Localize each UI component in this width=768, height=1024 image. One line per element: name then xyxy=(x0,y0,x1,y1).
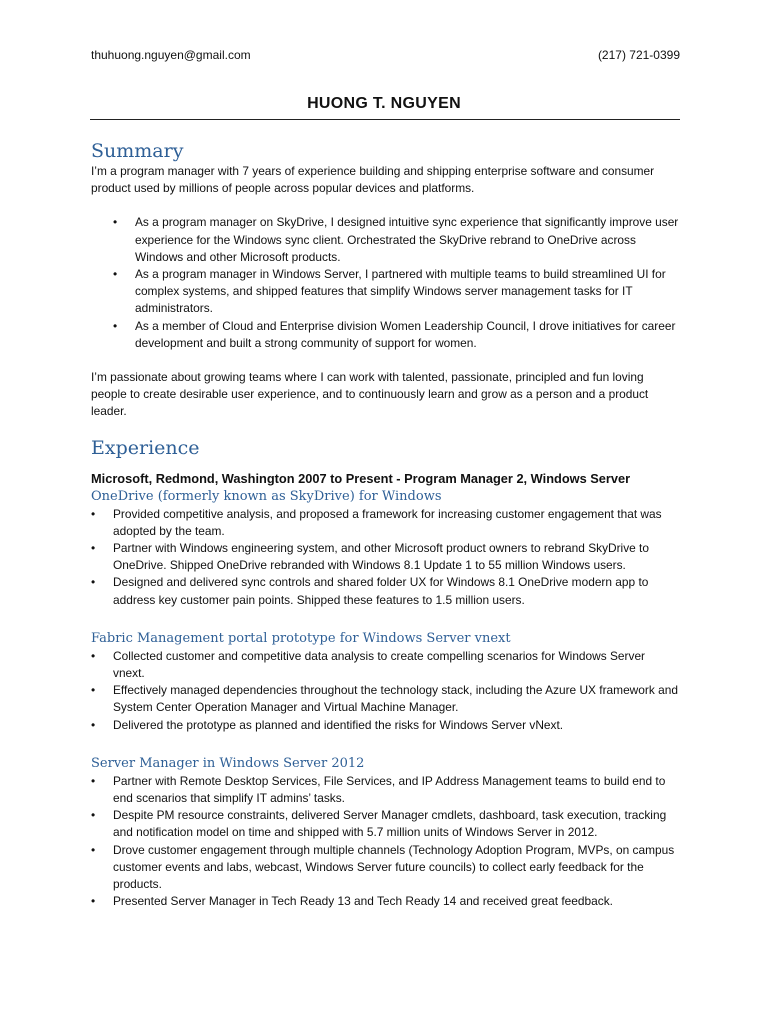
experience-heading: Experience xyxy=(91,436,200,459)
summary-intro: I’m a program manager with 7 years of experience building and shipping enterprise software and consumer product used by millions of people across popular devices and platforms. xyxy=(91,164,655,196)
project-title-server-manager: Server Manager in Windows Server 2012 xyxy=(91,755,365,771)
summary-closing: I’m passionate about growing teams where I can work with talented, passionate, principled and fun loving people to create desirable user experience, and to continuously learn and grow as a person and a product leader. xyxy=(91,370,649,419)
candidate-name: HUONG T. NGUYEN xyxy=(307,95,461,112)
project-bullet: • Provided competitive analysis, and proposed a framework for increasing customer engagement that was adopted by the team. xyxy=(113,506,680,540)
summary-bullet: • As a program manager in Windows Server, I partnered with multiple teams to build streamlined UI for complex systems, and shipped features that simplify Windows server management tasks for IT administrators. xyxy=(135,266,680,318)
resume-body xyxy=(91,139,680,911)
project-bullet: • Designed and delivered sync controls and shared folder UX for Windows 8.1 OneDrive modern app to address key customer pain points. Shipped these features to 1.5 million users. xyxy=(113,574,680,608)
employer-line: Microsoft, Redmond, Washington 2007 to Present - Program Manager 2, Windows Server xyxy=(91,470,631,486)
summary-bullet: • As a member of Cloud and Enterprise division Women Leadership Council, I drove initiatives for career development and built a strong community of support for women. xyxy=(135,318,680,352)
summary-bullet-list xyxy=(91,214,680,352)
project-bullet-list xyxy=(91,773,680,911)
project-bullet-list xyxy=(91,506,680,609)
phone-text: (217) 721-0399 xyxy=(597,48,680,62)
project-bullet: • Collected customer and competitive data analysis to create compelling scenarios for Windows Server vnext. xyxy=(113,648,680,682)
project-title-fabric-management: Fabric Management portal prototype for Windows Server vnext xyxy=(91,630,511,646)
project-bullet: • Despite PM resource constraints, delivered Server Manager cmdlets, dashboard, task execution, tracking and notification model on time and shipped with 5.7 million units of Windows Server in 2012. xyxy=(113,807,680,841)
project-title-onedrive: OneDrive (formerly known as SkyDrive) for Windows xyxy=(91,488,442,504)
project-bullet: • Effectively managed dependencies throughout the technology stack, including the Azure UX framework and System Center Operation Manager and Virtual Machine Manager. xyxy=(113,682,680,716)
project-bullet: • Partner with Windows engineering system, and other Microsoft product owners to rebrand SkyDrive to OneDrive. Shipped OneDrive rebranded with Windows 8.1 Update 1 to 55 million Windows users. xyxy=(113,540,680,574)
project-bullet: • Drove customer engagement through multiple channels (Technology Adoption Program, MVPs, on campus customer events and labs, webcast, Windows Server future councils) to collect early feedback for the products. xyxy=(113,842,680,894)
contact-row xyxy=(91,48,680,62)
email-text: thuhuong.nguyen@gmail.com xyxy=(91,48,251,62)
project-bullet: • Presented Server Manager in Tech Ready 13 and Tech Ready 14 and received great feedback. xyxy=(113,893,680,910)
header-divider xyxy=(90,119,680,120)
summary-heading: Summary xyxy=(91,140,184,162)
project-bullet: • Delivered the prototype as planned and identified the risks for Windows Server vNext. xyxy=(113,717,680,734)
project-bullet: • Partner with Remote Desktop Services, File Services, and IP Address Management teams to build end to end scenarios that simplify IT admins’ tasks. xyxy=(113,773,680,807)
summary-bullet: • As a program manager on SkyDrive, I designed intuitive sync experience that significantly improve user experience for the Windows sync client. Orchestrated the SkyDrive rebrand to OneDrive across Windows and other Microsoft products. xyxy=(135,214,680,266)
project-bullet-list xyxy=(91,648,680,734)
